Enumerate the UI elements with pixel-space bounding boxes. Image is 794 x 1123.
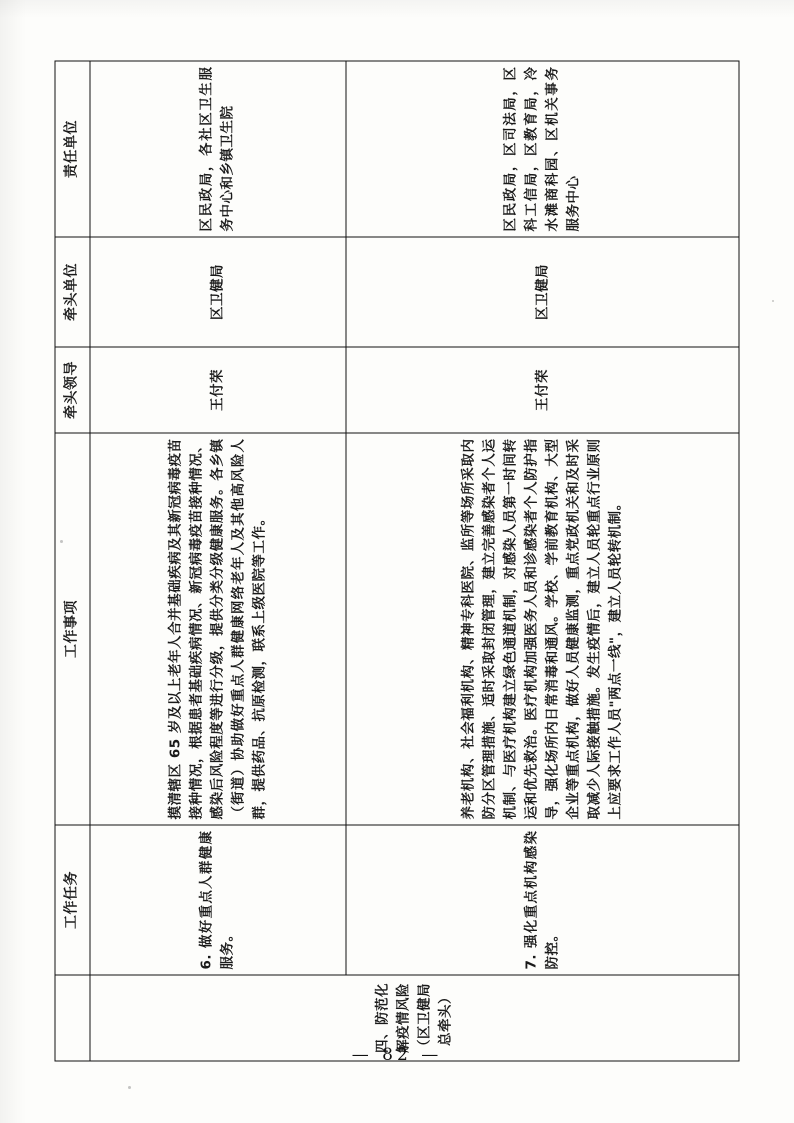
task-cell: 7. 强化重点机构感染防控。 bbox=[346, 825, 739, 975]
header-item: 工作事项 bbox=[55, 433, 90, 825]
responsible-unit-cell: 区民政局，各社区卫生服务中心和乡镇卫生院 bbox=[90, 61, 346, 237]
work-plan-table-container bbox=[55, 62, 740, 1062]
lead-unit-cell: 区卫健局 bbox=[346, 237, 739, 347]
table-row bbox=[346, 61, 739, 1061]
table-row bbox=[90, 61, 346, 1061]
header-responsible-unit: 责任单位 bbox=[55, 61, 90, 237]
work-plan-table bbox=[55, 61, 740, 1062]
task-cell: 6. 做好重点人群健康服务。 bbox=[90, 825, 346, 975]
table-header-row bbox=[55, 61, 90, 1061]
header-lead-unit: 牵头单位 bbox=[55, 237, 90, 347]
header-leader: 牵头领导 bbox=[55, 347, 90, 433]
leader-cell: 王付荣 bbox=[90, 347, 346, 433]
item-cell: 养老机构、社会福利机构、精神专科医院、监所等场所采取内防分区管理措施、适时采取封闭管理，建立完善感染者个人运机制、与医疗机构建立绿色通道机制，对感染人员第一时间转运和优先救治。医疗机构加强医务人员和诊感染者个人防护指导，强化场所内日常消毒和通风。学校、学前教育机构、大型企业等重点机构，做好人员健康监测，重点党政机关和及时采取减少人际接触措施。发生疫情后，建立人员轮重点行业原则上应要求工作人员"两点一线"，建立人员轮转机制。 bbox=[346, 433, 739, 825]
header-task: 工作任务 bbox=[55, 825, 90, 975]
leader-cell: 王付荣 bbox=[346, 347, 739, 433]
category-cell: 四、防范化解疫情风险（区卫健局总牵头） bbox=[90, 975, 739, 1061]
responsible-unit-cell: 区民政局，区司法局，区科工信局，区教育局，冷水滩商科园、区机关事务服务中心 bbox=[346, 61, 739, 237]
lead-unit-cell: 区卫健局 bbox=[90, 237, 346, 347]
page-number: — 82 — bbox=[351, 1045, 443, 1065]
item-cell: 摸清辖区 65 岁及以上老年人合并基础疾病及其新冠病毒疫苗接种情况，根据患者基础疾病情况、新冠病毒疫苗接种情况、感染后风险程度等进行分级，提供分类分级健康服务。各乡镇（街道）协助做好重点人群健康网络老年人及其他高风险人群，提供药品、抗原检测，联系上级医院等工作。 bbox=[90, 433, 346, 825]
